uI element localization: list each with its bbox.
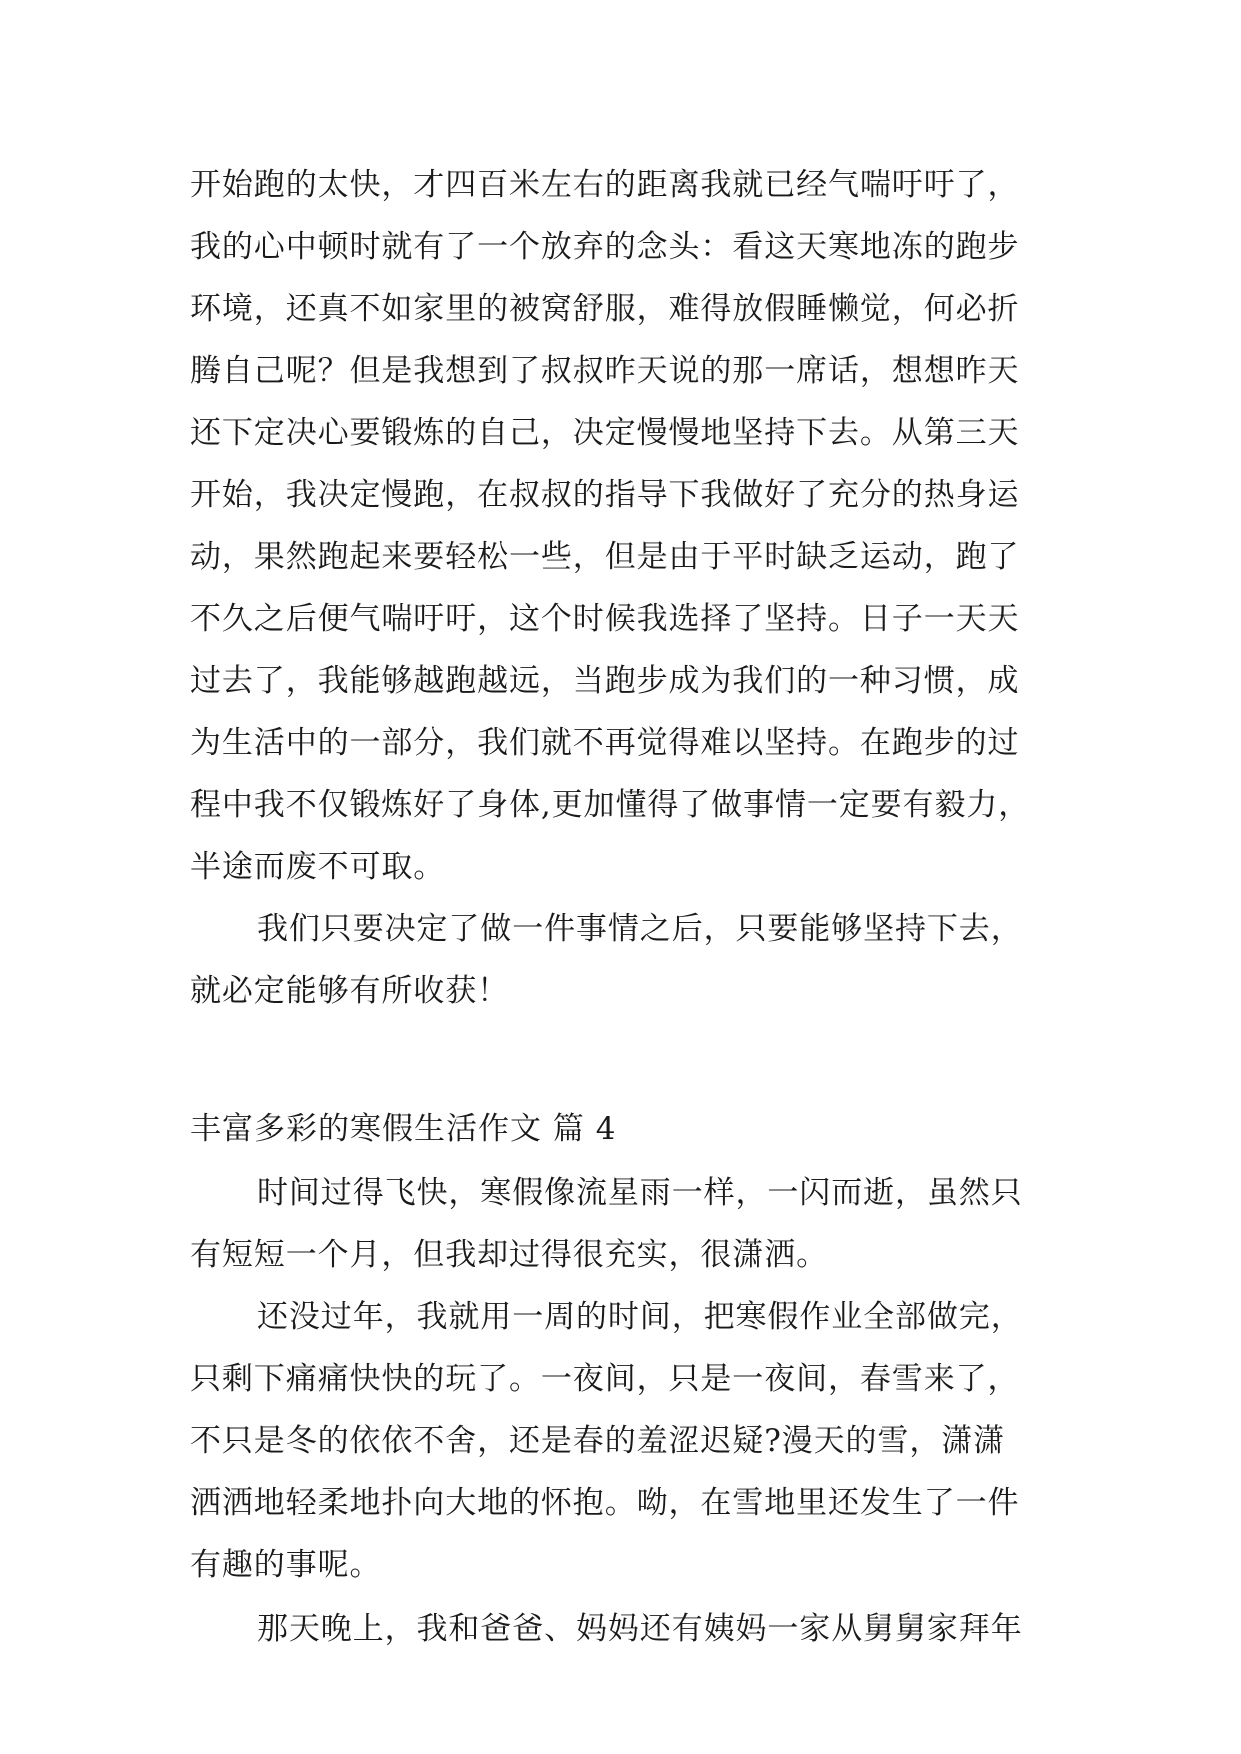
text-line: 动，果然跑起来要轻松一些，但是由于平时缺乏运动，跑了	[190, 539, 1020, 575]
text-line: 有趣的事呢。	[190, 1547, 382, 1583]
text-line: 洒洒地轻柔地扑向大地的怀抱。呦，在雪地里还发生了一件	[190, 1485, 1020, 1521]
text-line: 还下定决心要锻炼的自己，决定慢慢地坚持下去。从第三天	[190, 415, 1020, 451]
text-line: 有短短一个月，但我却过得很充实，很潇洒。	[190, 1237, 828, 1273]
text-line: 那天晚上，我和爸爸、妈妈还有姨妈一家从舅舅家拜年	[257, 1611, 1023, 1647]
text-line: 开始，我决定慢跑，在叔叔的指导下我做好了充分的热身运	[190, 477, 1020, 513]
text-line: 我的心中顿时就有了一个放弃的念头：看这天寒地冻的跑步	[190, 229, 1020, 265]
text-line: 只剩下痛痛快快的玩了。一夜间，只是一夜间，春雪来了，	[190, 1361, 1020, 1397]
text-line: 腾自己呢？但是我想到了叔叔昨天说的那一席话，想想昨天	[190, 353, 1020, 389]
text-line: 过去了，我能够越跑越远，当跑步成为我们的一种习惯，成	[190, 663, 1020, 699]
text-line: 环境，还真不如家里的被窝舒服，难得放假睡懒觉，何必折	[190, 291, 1020, 327]
text-line: 不只是冬的依依不舍，还是春的羞涩迟疑?漫天的雪，潇潇	[190, 1423, 1006, 1459]
text-line: 程中我不仅锻炼好了身体,更加懂得了做事情一定要有毅力，	[190, 787, 1031, 823]
text-line: 时间过得飞快，寒假像流星雨一样，一闪而逝，虽然只	[257, 1175, 1023, 1211]
text-line: 开始跑的太快，才四百米左右的距离我就已经气喘吁吁了，	[190, 167, 1020, 203]
text-line: 为生活中的一部分，我们就不再觉得难以坚持。在跑步的过	[190, 725, 1020, 761]
text-line: 我们只要决定了做一件事情之后，只要能够坚持下去，	[257, 911, 1023, 947]
text-line: 半途而废不可取。	[190, 849, 446, 885]
text-line: 还没过年，我就用一周的时间，把寒假作业全部做完，	[257, 1299, 1023, 1335]
text-line: 就必定能够有所收获！	[190, 973, 509, 1009]
text-line: 不久之后便气喘吁吁，这个时候我选择了坚持。日子一天天	[190, 601, 1020, 637]
section-heading: 丰富多彩的寒假生活作文 篇 4	[190, 1111, 617, 1147]
